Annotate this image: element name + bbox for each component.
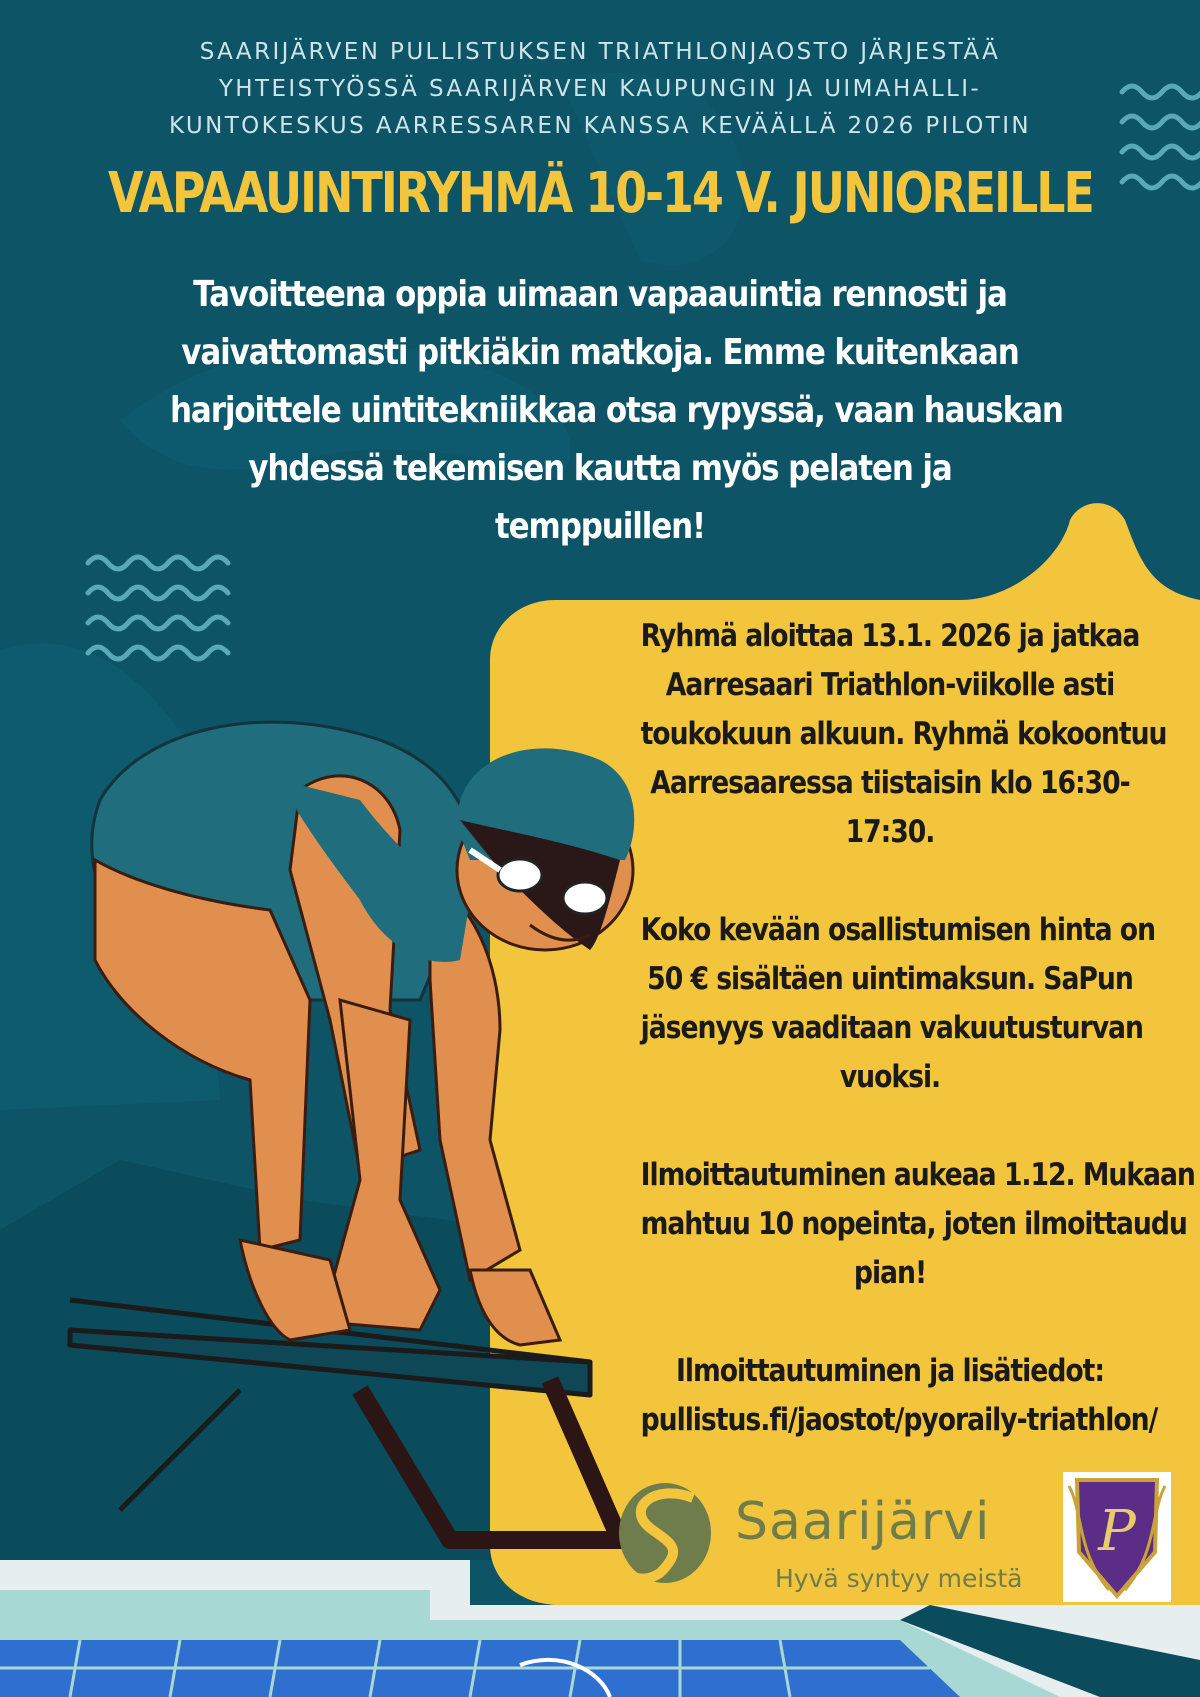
schedule-line: 17:30. (845, 814, 935, 850)
contact-paragraph (600, 1347, 1180, 1445)
goal-line: vaivattomasti pitkiäkin matkoja. Emme kuitenkaan (181, 332, 1019, 373)
intro-text (100, 34, 1100, 145)
goal-paragraph (100, 266, 1100, 556)
goal-line: Tavoitteena oppia uimaan vapaauintia rennosti ja (193, 274, 1007, 315)
logo-slogan: Hyvä syntyy meistä (775, 1564, 1023, 1593)
poster-title: VAPAAUINTIRYHMÄ 10-14 V. JUNIOREILLE (108, 161, 1093, 226)
registration-line: mahtuu 10 nopeinta, joten ilmoittaudu (640, 1206, 1187, 1242)
intro-line: KUNTOKESKUS AARRESSAREN KANSSA KEVÄÄLLÄ 2026 PILOTIN (169, 113, 1031, 139)
price-line: jäsenyys vaaditaan vakuutusturvan (640, 1010, 1143, 1046)
emblem-letter: P (1098, 1499, 1136, 1564)
schedule-line: Aarresaari Triathlon-viikolle asti (665, 667, 1115, 703)
price-line: vuoksi. (839, 1059, 941, 1095)
waves-icon (88, 557, 228, 659)
info-panel (600, 612, 1195, 1494)
registration-line: Ilmoittautuminen aukeaa 1.12. Mukaan (640, 1157, 1195, 1193)
schedule-line: Ryhmä aloittaa 13.1. 2026 ja jatkaa (640, 618, 1140, 654)
registration-paragraph (600, 1151, 1195, 1298)
logo-name: Saarijärvi (735, 1492, 991, 1552)
contact-label: Ilmoittautuminen ja lisätiedot: (675, 1353, 1105, 1389)
price-line: Koko kevään osallistumisen hinta on (640, 912, 1156, 948)
club-shield-icon (1063, 1472, 1171, 1602)
goal-line: harjoittele uintitekniikkaa otsa rypyssä, vaan hauskan (170, 390, 1063, 431)
registration-line: pian! (853, 1255, 927, 1291)
schedule-paragraph (600, 612, 1180, 857)
goal-line: yhdessä tekemisen kautta myös pelaten ja (248, 448, 952, 489)
schedule-line: Aarresaaressa tiistaisin klo 16:30- (650, 765, 1130, 801)
schedule-line: toukokuun alkuun. Ryhmä kokoontuu (640, 716, 1167, 752)
intro-line: YHTEISTYÖSSÄ SAARIJÄRVEN KAUPUNGIN JA UIMAHALLI- (218, 76, 982, 102)
price-paragraph (600, 906, 1180, 1102)
contact-url[interactable]: pullistus.fi/jaostot/pyoraily-triathlon/ (640, 1402, 1158, 1438)
goal-line: temppuillen! (494, 506, 706, 547)
waves-icon (1122, 86, 1200, 188)
saarijarvi-logo (615, 1468, 1065, 1608)
pullistus-emblem (1063, 1472, 1171, 1602)
intro-line: SAARIJÄRVEN PULLISTUKSEN TRIATHLONJAOSTO JÄRJESTÄÄ (199, 39, 1001, 65)
saarijarvi-logo-icon (615, 1478, 715, 1588)
price-line: 50 € sisältäen uintimaksun. SaPun (647, 961, 1133, 997)
